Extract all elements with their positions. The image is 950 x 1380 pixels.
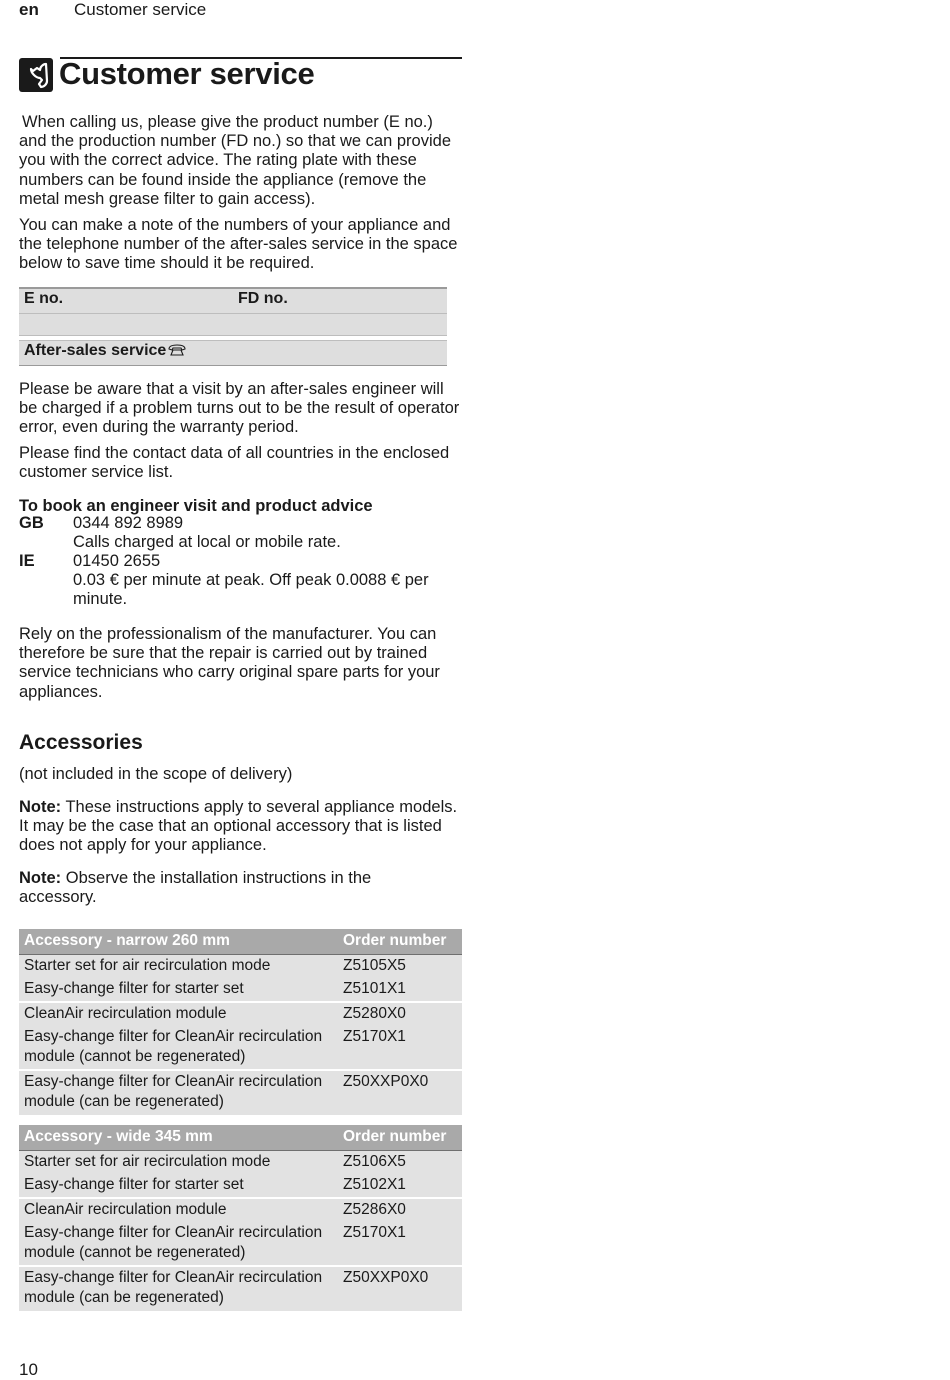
table-row: Easy-change filter for CleanAir recirculation module (cannot be regenerated) Z5170X1 bbox=[24, 1224, 406, 1261]
table-row: Starter set for air recirculation mode Z5105X5 bbox=[24, 957, 406, 974]
table-row-group bbox=[19, 1265, 462, 1311]
charge-warning-paragraph: Please be aware that a visit by an after-sales engineer will be charged if a problem turns out to be the result of operator error, even during the warranty period. bbox=[19, 380, 460, 437]
country-code-ie: IE bbox=[19, 552, 35, 570]
country-code-gb: GB bbox=[19, 514, 44, 532]
table-row: Easy-change filter for CleanAir recirculation module (cannot be regenerated) Z5170X1 bbox=[24, 1028, 406, 1065]
accessory-table-narrow bbox=[19, 929, 462, 1115]
table-row-group bbox=[19, 1069, 462, 1115]
intro-paragraph: When calling us, please give the product number (E no.) and the production number (FD no.) so that we can provide you with the correct advice. The rating plate with these numbers can be found inside the appliance (remove the metal mesh grease filter to gain access). bbox=[19, 113, 451, 208]
accessory-column-header: Accessory - narrow 260 mm bbox=[24, 932, 230, 949]
page-title: Customer service bbox=[59, 56, 315, 91]
table-row: CleanAir recirculation module Z5280X0 bbox=[24, 1005, 406, 1022]
table-header bbox=[19, 1125, 462, 1150]
note-prompt-paragraph: You can make a note of the numbers of your appliance and the telephone number of the after-sales service in the space below to save time should it be required. bbox=[19, 216, 458, 273]
table-row: Easy-change filter for starter set Z5101X1 bbox=[24, 980, 406, 997]
table-row-group bbox=[19, 1197, 462, 1265]
accessory-column-header: Accessory - wide 345 mm bbox=[24, 1128, 213, 1145]
gb-rate-note: Calls charged at local or mobile rate. bbox=[73, 533, 341, 551]
table-row: CleanAir recirculation module Z5286X0 bbox=[24, 1201, 406, 1218]
table-row-group bbox=[19, 954, 462, 1001]
after-sales-label: After-sales service bbox=[24, 342, 187, 360]
gb-phone-number: 0344 892 8989 bbox=[73, 514, 184, 532]
phone-handset-icon bbox=[19, 58, 53, 92]
blank-notes-row bbox=[19, 314, 447, 336]
language-code: en bbox=[19, 0, 39, 19]
booking-title: To book an engineer visit and product advice bbox=[19, 497, 373, 515]
note-models-paragraph: Note: These instructions apply to several appliance models. It may be the case that an optional accessory that is listed does not apply for your appliance. bbox=[19, 798, 458, 855]
running-header-title: Customer service bbox=[74, 0, 207, 19]
table-row: Easy-change filter for CleanAir recirculation module (can be regenerated) Z50XXP0X0 bbox=[24, 1073, 429, 1110]
order-number-column-header: Order number bbox=[343, 1128, 447, 1145]
table-row: Easy-change filter for starter set Z5102X1 bbox=[24, 1176, 406, 1193]
after-sales-row bbox=[19, 340, 447, 366]
table-row-group bbox=[19, 1150, 462, 1197]
contact-info-paragraph: Please find the contact data of all countries in the enclosed customer service list. bbox=[19, 444, 450, 482]
number-notes-row bbox=[19, 287, 447, 314]
table-row: Easy-change filter for CleanAir recirculation module (can be regenerated) Z50XXP0X0 bbox=[24, 1269, 429, 1306]
professionalism-paragraph: Rely on the professionalism of the manufacturer. You can therefore be sure that the repair is carried out by trained service technicians who carry original spare parts for your appliances. bbox=[19, 625, 440, 701]
ie-phone-number: 01450 2655 bbox=[73, 552, 161, 570]
accessory-table-wide bbox=[19, 1125, 462, 1311]
table-row: Starter set for air recirculation mode Z5106X5 bbox=[24, 1153, 406, 1170]
phone-icon bbox=[167, 343, 187, 357]
accessories-heading: Accessories bbox=[19, 731, 143, 754]
accessories-subtitle: (not included in the scope of delivery) bbox=[19, 765, 293, 783]
order-number-column-header: Order number bbox=[343, 932, 447, 949]
fd-no-label: FD no. bbox=[238, 290, 288, 307]
e-no-label: E no. bbox=[24, 290, 64, 307]
page-number: 10 bbox=[19, 1360, 38, 1379]
note-installation-paragraph: Note: Observe the installation instructions in the accessory. bbox=[19, 869, 372, 907]
table-row-group bbox=[19, 1001, 462, 1069]
table-header bbox=[19, 929, 462, 954]
ie-rate-note: 0.03 € per minute at peak. Off peak 0.0088 € per minute. bbox=[73, 571, 429, 609]
